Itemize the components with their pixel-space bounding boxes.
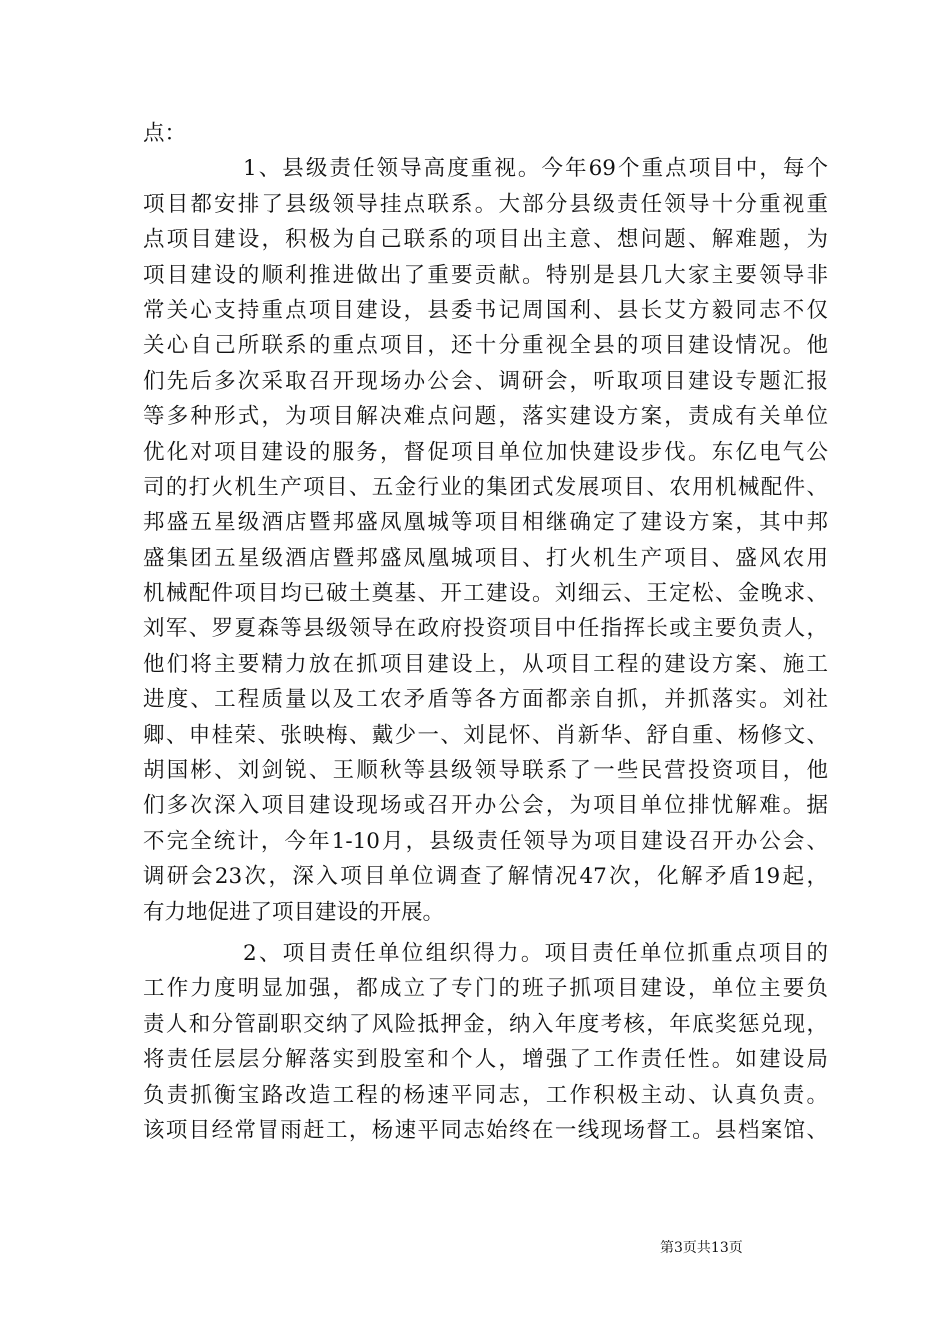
text-line: 不完全统计，今年1-10月，县级责任领导为项目建设召开办公会、 [143, 828, 828, 854]
document-body [143, 116, 828, 1148]
lead-line: 点： [143, 121, 187, 146]
text-line: 卿、申桂荣、张映梅、戴少一、刘昆怀、肖新华、舒自重、杨修文、 [143, 722, 828, 748]
text-line: 项目建设的顺利推进做出了重要贡献。特别是县几大家主要领导非 [143, 262, 828, 288]
text-line: 胡国彬、刘剑锐、王顺秋等县级领导联系了一些民营投资项目，他 [143, 758, 828, 784]
text-line: 机械配件项目均已破土奠基、开工建设。刘细云、王定松、金晚求、 [143, 581, 828, 607]
paragraph-2 [143, 936, 828, 1148]
text-line: 等多种形式，为项目解决难点问题，落实建设方案，责成有关单位 [143, 404, 828, 430]
text-line: 们多次深入项目建设现场或召开办公会，为项目单位排忧解难。据 [143, 793, 828, 819]
text-line: 1、县级责任领导高度重视。今年69个重点项目中，每个 [243, 156, 828, 182]
text-line: 有力地促进了项目建设的开展。 [143, 899, 445, 925]
text-line: 项目都安排了县级领导挂点联系。大部分县级责任领导十分重视重 [143, 191, 828, 217]
text-line: 常关心支持重点项目建设，县委书记周国利、县长艾方毅同志不仅 [143, 297, 828, 323]
paragraph-1 [143, 151, 828, 930]
text-line: 关心自己所联系的重点项目，还十分重视全县的项目建设情况。他 [143, 333, 828, 359]
text-line: 他们将主要精力放在抓项目建设上，从项目工程的建设方案、施工 [143, 651, 828, 677]
text-line: 优化对项目建设的服务，督促项目单位加快建设步伐。东亿电气公 [143, 439, 828, 465]
text-line: 们先后多次采取召开现场办公会、调研会，听取项目建设专题汇报 [143, 368, 828, 394]
text-line: 工作力度明显加强，都成立了专门的班子抓项目建设，单位主要负 [143, 976, 828, 1002]
text-line: 2、项目责任单位组织得力。项目责任单位抓重点项目的 [243, 940, 828, 966]
text-line: 责人和分管副职交纳了风险抵押金，纳入年度考核，年底奖惩兑现， [143, 1011, 828, 1037]
text-line: 进度、工程质量以及工农矛盾等各方面都亲自抓，并抓落实。刘社 [143, 687, 828, 713]
text-line: 点项目建设，积极为自己联系的项目出主意、想问题、解难题，为 [143, 227, 828, 253]
page-number-footer: 第3页共13页 [660, 1240, 743, 1256]
text-line: 该项目经常冒雨赶工，杨速平同志始终在一线现场督工。县档案馆、 [143, 1117, 828, 1143]
text-line: 司的打火机生产项目、五金行业的集团式发展项目、农用机械配件、 [143, 474, 828, 500]
text-line: 将责任层层分解落实到股室和个人，增强了工作责任性。如建设局 [143, 1047, 828, 1073]
text-line: 刘军、罗夏森等县级领导在政府投资项目中任指挥长或主要负责人， [143, 616, 828, 642]
text-line: 盛集团五星级酒店暨邦盛凤凰城项目、打火机生产项目、盛风农用 [143, 545, 828, 571]
text-line: 调研会23次，深入项目单位调查了解情况47次，化解矛盾19起， [143, 864, 828, 890]
text-line: 负责抓衡宝路改造工程的杨速平同志，工作积极主动、认真负责。 [143, 1082, 828, 1108]
text-line: 邦盛五星级酒店暨邦盛凤凰城等项目相继确定了建设方案，其中邦 [143, 510, 828, 536]
